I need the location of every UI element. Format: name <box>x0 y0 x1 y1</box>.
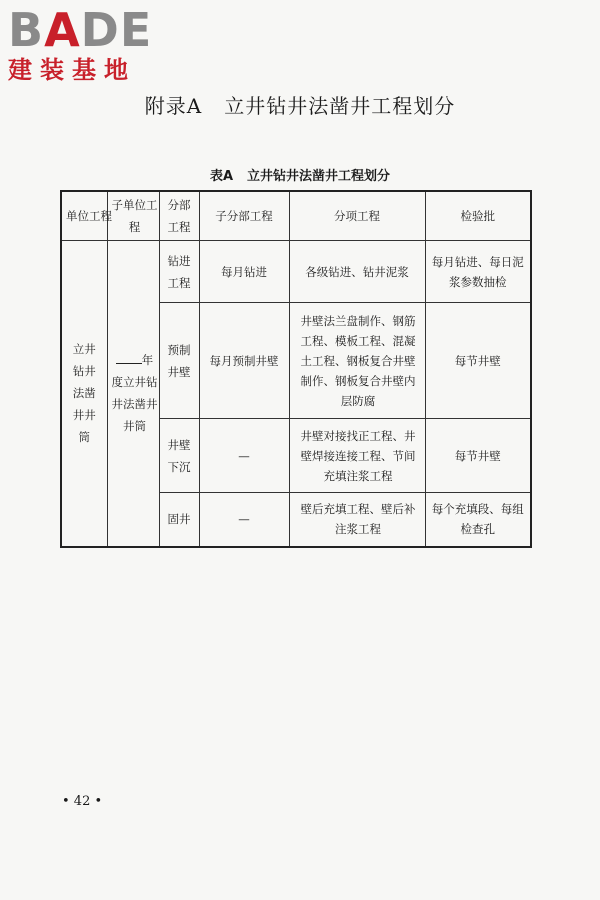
division-cell: 固井 <box>159 493 199 547</box>
inspection-cell: 每节井壁 <box>425 303 531 419</box>
sub-division-cell: — <box>199 493 289 547</box>
logo-letters-de: DE <box>80 3 153 57</box>
logo-letter-a: A <box>44 3 81 57</box>
header-subunit-project: 子单位工程 <box>107 191 159 241</box>
sub-division-cell: 每月预制井壁 <box>199 303 289 419</box>
table-caption-title: 立井钻井法凿井工程划分 <box>247 169 391 184</box>
subunit-project-cell: 年度立井钻井法凿井井筒 <box>107 241 159 547</box>
unit-project-cell: 立井钻井法凿井井筒 <box>61 241 107 547</box>
items-cell: 壁后充填工程、壁后补注浆工程 <box>289 493 425 547</box>
items-cell: 各级钻进、钻井泥浆 <box>289 241 425 303</box>
appendix-title: 立井钻井法凿井工程划分 <box>224 94 456 118</box>
header-sub-division: 子分部工程 <box>199 191 289 241</box>
header-items: 分项工程 <box>289 191 425 241</box>
header-division: 分部工程 <box>159 191 199 241</box>
items-cell: 井壁对接找正工程、井壁焊接连接工程、节间充填注浆工程 <box>289 419 425 493</box>
brand-logo <box>8 3 178 84</box>
logo-letter-b: B <box>8 3 45 57</box>
inspection-cell: 每个充填段、每组检查孔 <box>425 493 531 547</box>
division-cell: 预制井壁 <box>159 303 199 419</box>
header-inspection-lot: 检验批 <box>425 191 531 241</box>
header-unit-project: 单位工程 <box>61 191 107 241</box>
project-division-table <box>60 190 532 548</box>
inspection-cell: 每月钻进、每日泥浆参数抽检 <box>425 241 531 303</box>
inspection-cell: 每节井壁 <box>425 419 531 493</box>
appendix-label: 附录A <box>144 94 203 118</box>
sub-division-cell: 每月钻进 <box>199 241 289 303</box>
division-cell: 钻进工程 <box>159 241 199 303</box>
table-caption-label: 表A <box>209 169 234 184</box>
items-cell: 井壁法兰盘制作、钢筋工程、模板工程、混凝土工程、钢板复合井壁制作、钢板复合井壁内层防腐 <box>289 303 425 419</box>
table-row <box>61 241 531 303</box>
page-number: • 42 • <box>62 794 103 809</box>
division-cell: 井壁下沉 <box>159 419 199 493</box>
table-header-row <box>61 191 531 241</box>
sub-division-cell: — <box>199 419 289 493</box>
logo-wordmark <box>8 3 178 57</box>
table-caption <box>0 165 600 184</box>
appendix-heading <box>0 90 600 119</box>
logo-subtitle: 建装基地 <box>8 56 136 84</box>
